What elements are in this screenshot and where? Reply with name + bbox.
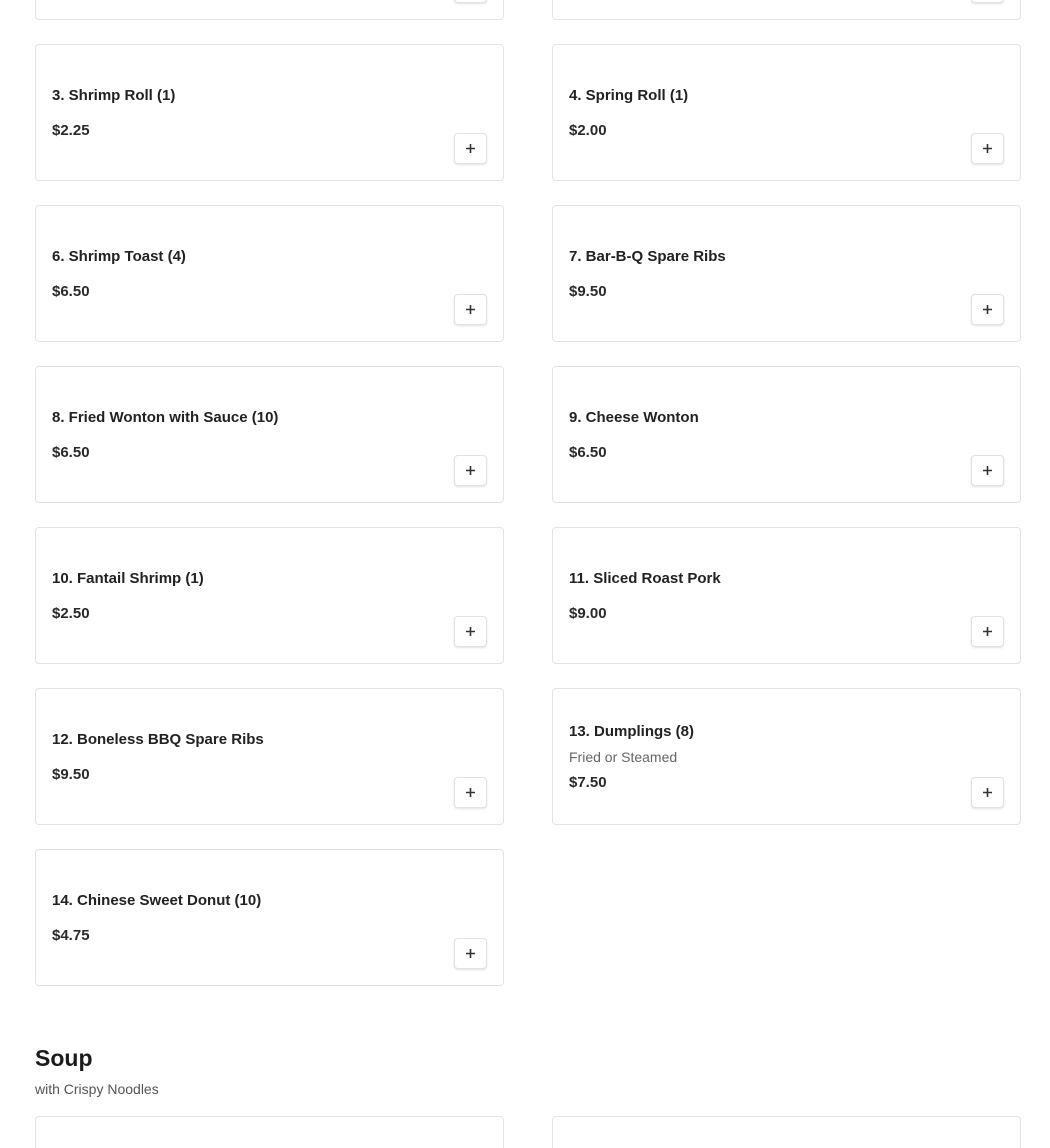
item-price: $2.00 xyxy=(569,122,607,139)
menu-item-card[interactable] xyxy=(35,849,504,986)
item-price: $6.50 xyxy=(569,444,607,461)
add-item-button[interactable] xyxy=(971,455,1004,486)
menu-item-card-partial[interactable] xyxy=(35,0,504,20)
menu-item-card[interactable] xyxy=(552,205,1021,342)
plus-icon xyxy=(982,787,993,798)
menu-item-card-partial[interactable] xyxy=(35,1116,504,1148)
item-name: 13. Dumplings (8) xyxy=(569,723,695,740)
add-item-button[interactable] xyxy=(971,133,1004,164)
menu-item-card[interactable] xyxy=(552,688,1021,825)
item-price: $9.00 xyxy=(569,605,607,622)
add-item-button[interactable] xyxy=(454,0,487,3)
plus-icon xyxy=(465,143,476,154)
plus-icon xyxy=(465,304,476,315)
item-price: $6.50 xyxy=(52,444,90,461)
item-name: 9. Cheese Wonton xyxy=(569,409,699,426)
plus-icon xyxy=(465,787,476,798)
item-price: $4.75 xyxy=(52,927,90,944)
section-title: Soup xyxy=(35,1045,93,1071)
item-name: 12. Boneless BBQ Spare Ribs xyxy=(52,731,264,748)
menu-item-card[interactable] xyxy=(552,366,1021,503)
item-name: 3. Shrimp Roll (1) xyxy=(52,87,176,104)
item-price: $9.50 xyxy=(52,766,90,783)
add-item-button[interactable] xyxy=(971,777,1004,808)
menu-item-card[interactable] xyxy=(35,366,504,503)
add-item-button[interactable] xyxy=(971,616,1004,647)
add-item-button[interactable] xyxy=(454,294,487,325)
item-price: $7.50 xyxy=(569,774,607,791)
plus-icon xyxy=(982,143,993,154)
item-name: 14. Chinese Sweet Donut (10) xyxy=(52,892,262,909)
item-name: 7. Bar-B-Q Spare Ribs xyxy=(569,248,726,265)
section-subtitle: with Crispy Noodles xyxy=(35,1081,159,1097)
item-price: $2.50 xyxy=(52,605,90,622)
add-item-button[interactable] xyxy=(454,455,487,486)
plus-icon xyxy=(465,626,476,637)
add-item-button[interactable] xyxy=(454,938,487,969)
item-name: 4. Spring Roll (1) xyxy=(569,87,689,104)
item-price: $2.25 xyxy=(52,122,90,139)
item-price: $9.50 xyxy=(569,283,607,300)
plus-icon xyxy=(465,948,476,959)
item-name: 11. Sliced Roast Pork xyxy=(569,570,721,587)
menu-item-card[interactable] xyxy=(552,44,1021,181)
menu-item-card[interactable] xyxy=(35,688,504,825)
item-name: 8. Fried Wonton with Sauce (10) xyxy=(52,409,279,426)
menu-item-card[interactable] xyxy=(35,205,504,342)
plus-icon xyxy=(465,465,476,476)
menu-item-card[interactable] xyxy=(552,527,1021,664)
add-item-button[interactable] xyxy=(454,777,487,808)
add-item-button[interactable] xyxy=(971,294,1004,325)
add-item-button[interactable] xyxy=(454,616,487,647)
menu-item-card-partial[interactable] xyxy=(552,0,1021,20)
item-name: 10. Fantail Shrimp (1) xyxy=(52,570,204,587)
item-name: 6. Shrimp Toast (4) xyxy=(52,248,186,265)
add-item-button[interactable] xyxy=(971,0,1004,3)
item-description: Fried or Steamed xyxy=(569,749,678,765)
plus-icon xyxy=(982,304,993,315)
item-price: $6.50 xyxy=(52,283,90,300)
plus-icon xyxy=(982,626,993,637)
plus-icon xyxy=(982,465,993,476)
add-item-button[interactable] xyxy=(454,133,487,164)
menu-item-card[interactable] xyxy=(35,527,504,664)
menu-item-card[interactable] xyxy=(35,44,504,181)
menu-item-card-partial[interactable] xyxy=(552,1116,1021,1148)
